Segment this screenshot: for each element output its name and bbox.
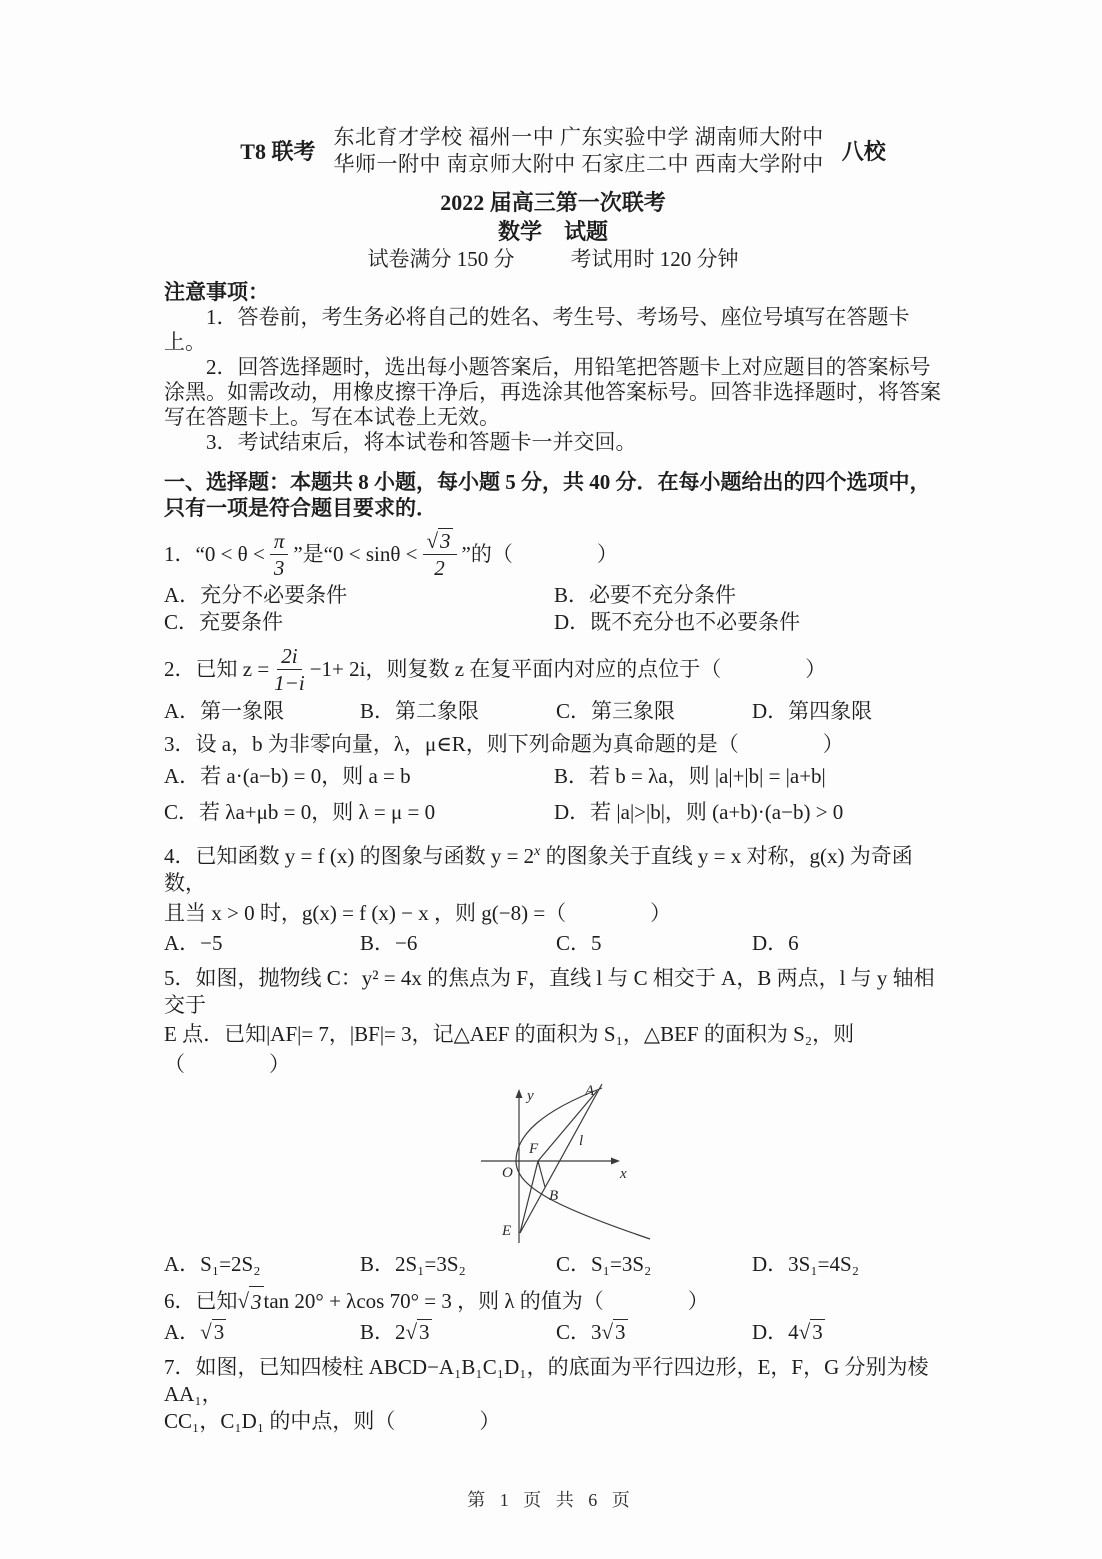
q1-stem-pre: 1．“0 < θ < [164,542,265,567]
q4-option-a: A．−5 [164,930,223,955]
parabola-figure [434,1083,692,1249]
q3-option-a: A．若 a·(a−b) = 0，则 a = b [164,763,411,788]
figure-label-A: A [585,1082,595,1099]
question-2 [164,642,942,724]
q1-option-c: C．充要条件 [164,610,284,635]
q4-option-c: C．5 [556,930,602,955]
q2-option-a: A．第一象限 [164,698,285,723]
question-3-stem: 3．设 a，b 为非零向量，λ，μ∈R，则下列命题为真命题的是（ ） [164,731,844,756]
question-2-stem [164,642,942,697]
q4-option-b: B．−6 [360,930,418,955]
q1-fraction-sqrt3-2: $\frac{√3}{2}$ [423,529,457,580]
figure-label-y: y [527,1087,534,1104]
q5-option-a: A．S₁=2S₂ [164,1251,261,1276]
schools-count-label: 八校 [841,138,886,164]
figure-label-E: E [502,1222,512,1239]
q1-option-b: B．必要不充分条件 [554,583,737,608]
x-axis-arrow [611,1157,620,1164]
segment-FE [520,1161,538,1233]
q6-stem-pre: 6．已知 [164,1289,238,1314]
figure-label-l: l [579,1132,584,1149]
notice-item-1: 1．答卷前，考生务必将自己的姓名、考生号、考场号、座位号填写在答题卡上。 [164,305,910,354]
q4-option-d: D．6 [752,930,799,955]
q3-option-b: B．若 b = λa，则 |a|+|b| = |a+b| [554,763,826,788]
question-4-stem-line-1: 4．已知函数 y = f (x) 的图象与函数 $y = 2^x$ 的图象关于直线 y = x 对称，g(x) 为奇函数， [164,843,913,895]
exam-header [224,124,902,178]
question-1 [164,527,942,636]
q2-option-c: C．第三象限 [556,698,676,723]
exam-series-label: T8 联考 [240,138,316,164]
section-one-heading: 一、选择题：本题共 8 小题，每小题 5 分，共 40 分．在每小题给出的四个选项中，只有一项是符合题目要求的． [164,470,931,520]
parabola-curve [516,1088,650,1239]
question-4 [164,838,942,957]
q5-option-b: B．2S₁=3S₂ [360,1251,466,1276]
question-5 [164,965,942,1278]
q3-options-row-1 [164,758,942,794]
q3-options-row-2 [164,794,942,830]
question-5-stem-line-2: E 点．已知|AF|= 7，|BF|= 3，记△AEF 的面积为 S₁，△BEF 的面积为 S₂，则（ ） [164,1021,855,1076]
question-7-stem-line-2: CC₁，C₁D₁ 的中点，则（ ） [164,1408,501,1433]
q1-fraction-pi-3: $\frac{\pi}{3}$ [270,529,289,580]
schools-line-1: 东北育才学校 福州一中 广东实验中学 湖南师大附中 [333,125,824,149]
notice-title: 注意事项： [164,280,269,304]
question-5-stem-line-1: 5．如图，抛物线 C：y² = 4x 的焦点为 F，直线 l 与 C 相交于 A，B 两点，l 与 y 轴相交于 [164,965,935,1017]
q1-stem-mid: ”是“0 < sinθ < [293,542,418,567]
sqrt-sign: √ [237,1289,250,1314]
q5-option-c: C．S₁=3S₂ [556,1251,652,1276]
segment-FA [538,1091,597,1161]
q6-option-c: C．3√3 [556,1319,626,1344]
q1-option-a: A．充分不必要条件 [164,583,348,608]
y-axis-arrow [516,1089,523,1098]
q5-option-d: D．3S₁=4S₂ [752,1251,860,1276]
subject-title: 数学 试题 [497,219,608,244]
question-1-stem [164,527,942,582]
q6-stem-post: tan 20° + λcos 70° = 3 ，则 λ 的值为（ ） [263,1289,709,1314]
q1-stem-post: ”的（ ） [461,542,618,567]
q1-option-d: D．既不充分也不必要条件 [554,610,801,635]
figure-label-x: x [620,1165,627,1182]
exponent-x: x [534,843,541,859]
q2-stem-post: −1+ 2i，则复数 z 在复平面内对应的点位于（ ） [309,657,827,682]
full-score: 试卷满分 150 分 [367,247,515,271]
exam-title: 2022 届高三第一次联考 [440,190,666,215]
q3-option-c: C．若 λa+μb = 0，则 λ = μ = 0 [164,799,436,824]
figure-label-O: O [502,1164,513,1181]
question-4-stem-line-2: 且当 x > 0 时，g(x) = f (x) − x ，则 g(−8) =（ ） [164,900,672,925]
sqrt-sign: √ [426,529,439,553]
question-6 [164,1286,942,1348]
figure-label-F: F [529,1140,539,1157]
q4-options [164,930,942,957]
q2-option-b: B．第二象限 [360,698,480,723]
exam-meta [164,246,942,273]
q6-option-d: D．4√3 [752,1319,823,1344]
q2-fraction-2i-1-i: $\frac{2i}{1-i}$ [274,644,305,696]
q1-options-row-1 [164,582,942,609]
q3-option-d: D．若 |a|>|b|，则 (a+b)·(a−b) > 0 [554,799,844,824]
page-footer: 第 1 页 共 6 页 [467,1490,635,1510]
question-6-stem: 6．已知 √ 3 tan 20° + λcos 70° = 3 ，则 λ 的值为（ ） [164,1286,942,1317]
q6-option-b: B．2√3 [360,1319,430,1344]
q2-stem-pre: 2．已知 z = [164,657,270,682]
q5-options [164,1251,942,1278]
schools-list [333,124,823,178]
q6-option-a: A．√3 [164,1319,225,1344]
exam-duration: 考试用时 120 分钟 [570,247,739,271]
q1-options-row-2 [164,609,942,636]
q2-options [164,698,942,725]
segment-FB [538,1161,545,1187]
schools-line-2: 华师一附中 南京师大附中 石家庄二中 西南大学附中 [333,152,824,176]
notice-item-2: 2．回答选择题时，选出每小题答案后，用铅笔把答题卡上对应题目的答案标号涂黑。如需改动，用橡皮擦干净后，再选涂其他答案标号。回答非选择题时，将答案写在答题卡上。写在本试卷上无效。 [164,355,941,429]
question-7 [164,1354,942,1435]
q2-option-d: D．第四象限 [752,698,873,723]
question-3 [164,731,942,830]
question-7-stem-line-1: 7．如图，已知四棱柱 ABCD−A₁B₁C₁D₁，的底面为平行四边形，E，F，G 分别为棱 AA₁， [164,1354,929,1406]
notice-item-3: 3．考试结束后，将本试卷和答题卡一并交回。 [206,430,637,454]
figure-label-B: B [549,1187,559,1204]
q6-options [164,1317,942,1348]
